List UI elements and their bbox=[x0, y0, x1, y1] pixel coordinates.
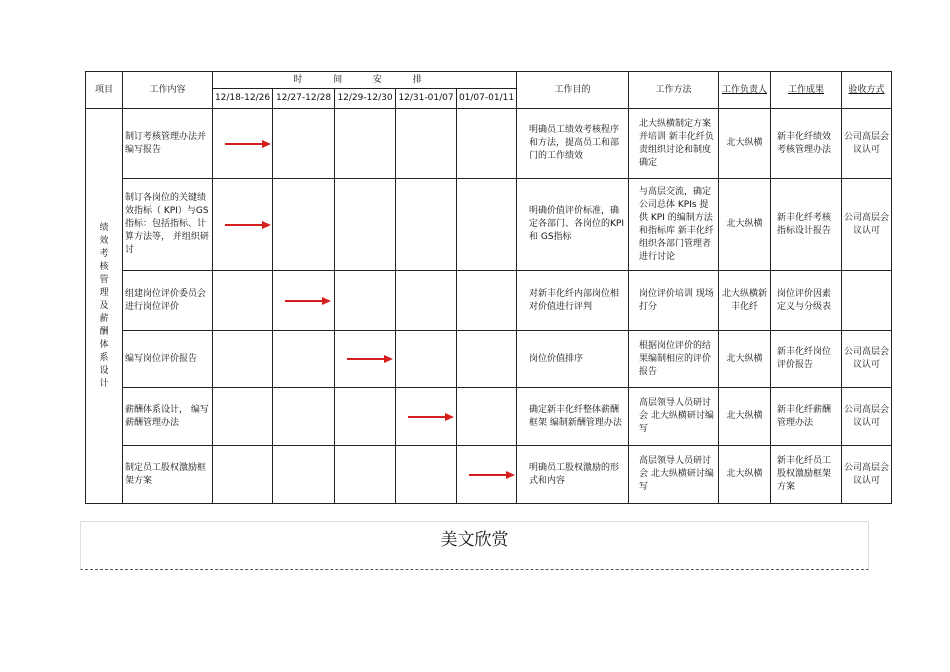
project-name: 绩 效 考 核 管 理 及 薪 酬 体 系 设 计 bbox=[99, 222, 109, 389]
project-name-cell bbox=[86, 109, 123, 504]
work-purpose: 确定新丰化纤整体薪酬框架 编制新酬管理办法 bbox=[517, 388, 629, 446]
work-content: 制订各岗位的关键绩效指标（ KPI）与GS指标：包括指标、计算方法等， 并组织研讨 bbox=[123, 179, 213, 271]
schedule-cell bbox=[273, 331, 335, 388]
schedule-arrow-icon bbox=[469, 471, 515, 479]
header-date: 12/18-12/26 bbox=[213, 89, 273, 109]
schedule-arrow-icon bbox=[225, 140, 271, 148]
work-content: 制定员工股权激励框架方案 bbox=[123, 446, 213, 504]
schedule-arrow-icon bbox=[285, 297, 331, 305]
work-purpose: 岗位价值排序 bbox=[517, 331, 629, 388]
work-content: 组建岗位评价委员会进行岗位评价 bbox=[123, 271, 213, 331]
schedule-cell bbox=[457, 331, 517, 388]
work-owner: 北大纵横新丰化纤 bbox=[719, 271, 771, 331]
table-row bbox=[86, 271, 892, 331]
work-owner: 北大纵横 bbox=[719, 179, 771, 271]
table-row bbox=[86, 179, 892, 271]
schedule-cell bbox=[273, 109, 335, 179]
schedule-cell bbox=[335, 446, 396, 504]
work-method: 高层领导人员研讨会 北大纵横研讨编写 bbox=[629, 446, 719, 504]
work-content: 制订考核管理办法并编写报告 bbox=[123, 109, 213, 179]
schedule-cell bbox=[213, 179, 273, 271]
work-purpose: 明确价值评价标准，确定各部门、各岗位的KPI 和 GS指标 bbox=[517, 179, 629, 271]
schedule-cell bbox=[396, 109, 457, 179]
schedule-cell bbox=[457, 446, 517, 504]
schedule-cell bbox=[213, 388, 273, 446]
schedule-cell bbox=[335, 109, 396, 179]
acceptance-method: 公司高层会议认可 bbox=[842, 331, 892, 388]
header-acceptance: 验收方式 bbox=[842, 72, 892, 109]
header-result: 工作成果 bbox=[771, 72, 842, 109]
schedule-arrow-icon bbox=[225, 221, 271, 229]
work-method: 高层领导人员研讨会 北大纵横研讨编写 bbox=[629, 388, 719, 446]
schedule-cell bbox=[396, 179, 457, 271]
schedule-cell bbox=[213, 271, 273, 331]
schedule-cell bbox=[213, 331, 273, 388]
work-method: 北大纵横制定方案并培训 新丰化纤负责组织讨论和制度确定 bbox=[629, 109, 719, 179]
schedule-cell bbox=[396, 271, 457, 331]
schedule-cell bbox=[273, 179, 335, 271]
schedule-cell bbox=[335, 179, 396, 271]
schedule-cell bbox=[396, 331, 457, 388]
work-owner: 北大纵横 bbox=[719, 388, 771, 446]
schedule-cell bbox=[457, 179, 517, 271]
acceptance-method bbox=[842, 271, 892, 331]
work-result: 新丰化纤岗位评价报告 bbox=[771, 331, 842, 388]
schedule-cell bbox=[273, 271, 335, 331]
work-owner: 北大纵横 bbox=[719, 446, 771, 504]
header-date: 12/27-12/28 bbox=[273, 89, 335, 109]
schedule-cell bbox=[335, 271, 396, 331]
schedule-cell bbox=[335, 388, 396, 446]
header-schedule: 时 间 安 排 bbox=[213, 72, 517, 89]
acceptance-method: 公司高层会议认可 bbox=[842, 446, 892, 504]
schedule-cell bbox=[213, 446, 273, 504]
header-date: 01/07-01/11 bbox=[457, 89, 517, 109]
header-method: 工作方法 bbox=[629, 72, 719, 109]
acceptance-method: 公司高层会议认可 bbox=[842, 109, 892, 179]
acceptance-method: 公司高层会议认可 bbox=[842, 179, 892, 271]
work-method: 与高层交流，确定公司总体 KPIs 提供 KPI 的编制方法和指标库 新丰化纤组织各部门管理者进行讨论 bbox=[629, 179, 719, 271]
work-result: 岗位评价因素定义与分级表 bbox=[771, 271, 842, 331]
schedule-cell bbox=[396, 388, 457, 446]
table-row bbox=[86, 109, 892, 179]
work-result: 新丰化纤员工股权激励框架方案 bbox=[771, 446, 842, 504]
work-method: 岗位评价培训 现场打分 bbox=[629, 271, 719, 331]
table-row bbox=[86, 331, 892, 388]
header-purpose: 工作目的 bbox=[517, 72, 629, 109]
work-result: 新丰化纤绩效考核管理办法 bbox=[771, 109, 842, 179]
acceptance-method: 公司高层会议认可 bbox=[842, 388, 892, 446]
work-content: 编写岗位评价报告 bbox=[123, 331, 213, 388]
header-content: 工作内容 bbox=[123, 72, 213, 109]
work-content: 薪酬体系设计， 编写薪酬管理办法 bbox=[123, 388, 213, 446]
header-date: 12/29-12/30 bbox=[335, 89, 396, 109]
schedule-arrow-icon bbox=[347, 355, 393, 363]
work-owner: 北大纵横 bbox=[719, 331, 771, 388]
schedule-cell bbox=[457, 388, 517, 446]
work-plan-table bbox=[85, 71, 892, 504]
footer-title: 美文欣赏 bbox=[440, 530, 509, 550]
table-row bbox=[86, 388, 892, 446]
schedule-arrow-icon bbox=[408, 413, 454, 421]
header-owner: 工作负责人 bbox=[719, 72, 771, 109]
work-purpose: 明确员工绩效考核程序和方法，提高员工和部门的工作绩效 bbox=[517, 109, 629, 179]
header-project: 项目 bbox=[86, 72, 123, 109]
schedule-cell bbox=[273, 446, 335, 504]
schedule-cell bbox=[335, 331, 396, 388]
work-result: 新丰化纤考核指标设计报告 bbox=[771, 179, 842, 271]
schedule-cell bbox=[396, 446, 457, 504]
header-date: 12/31-01/07 bbox=[396, 89, 457, 109]
work-result: 新丰化纤薪酬管理办法 bbox=[771, 388, 842, 446]
schedule-cell bbox=[457, 271, 517, 331]
table-row bbox=[86, 446, 892, 504]
schedule-cell bbox=[457, 109, 517, 179]
work-method: 根据岗位评价的结果编制相应的评价报告 bbox=[629, 331, 719, 388]
work-purpose: 明确员工股权激励的形式和内容 bbox=[517, 446, 629, 504]
schedule-cell bbox=[273, 388, 335, 446]
work-purpose: 对新丰化纤内部岗位相对价值进行评判 bbox=[517, 271, 629, 331]
footer-box bbox=[80, 521, 869, 570]
work-owner: 北大纵横 bbox=[719, 109, 771, 179]
schedule-cell bbox=[213, 109, 273, 179]
